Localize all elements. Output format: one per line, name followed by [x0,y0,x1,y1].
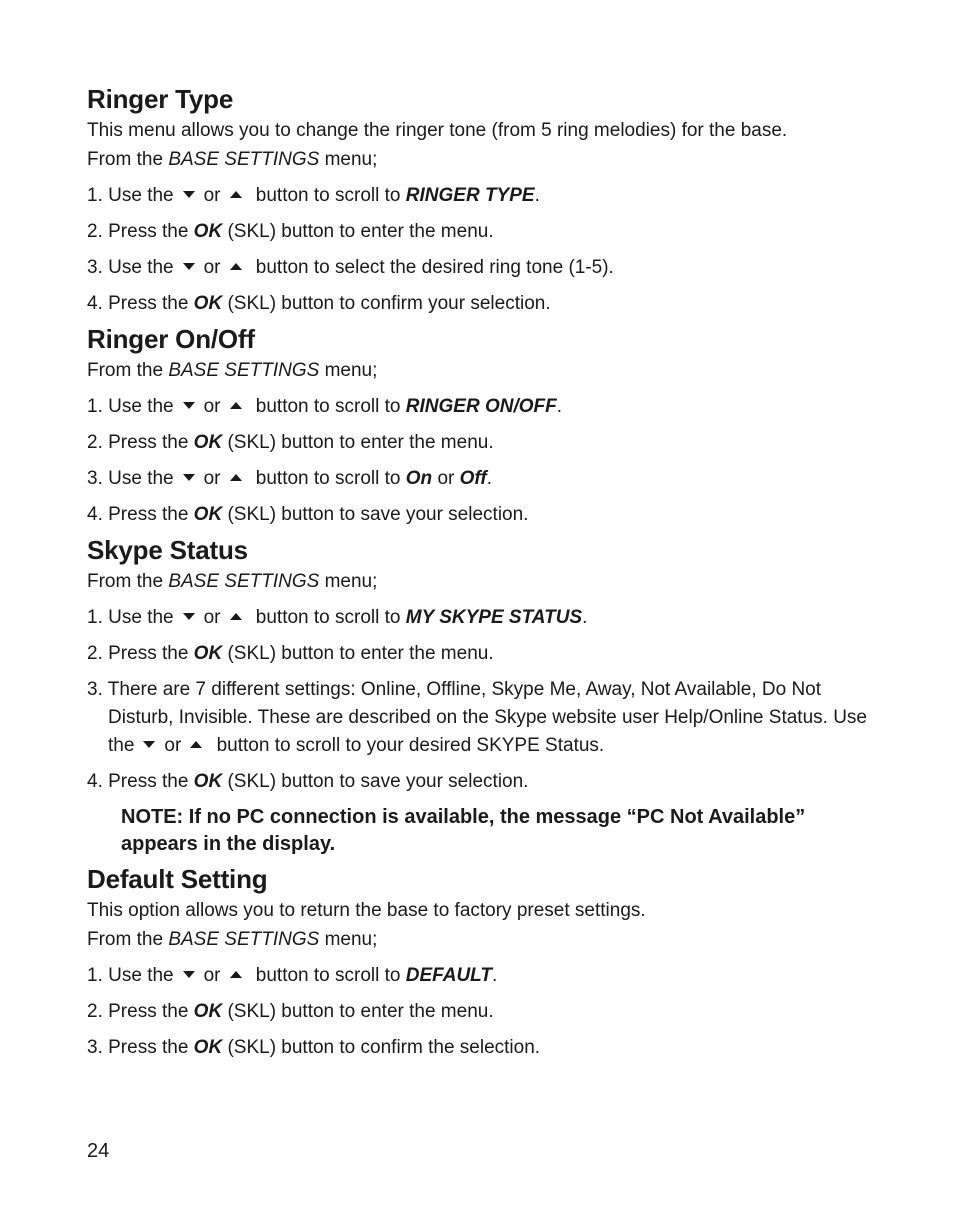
step-1: 1. Use the or button to scroll to DEFAULT. [87,965,498,986]
section-ringer-type [87,83,867,318]
step-4: 4. Press the OK (SKL) button to save your selection. [87,771,529,792]
section-intro: This menu allows you to change the ringer tone (from 5 ring melodies) for the base. From the BASE SETTINGS menu; [87,120,788,170]
up-arrow-icon [230,402,242,409]
step-4: 4. Press the OK (SKL) button to confirm your selection. [87,293,551,314]
note: NOTE: If no PC connection is available, the message “PC Not Available” appears in the display. [121,806,806,855]
page-number: 24 [87,1140,110,1162]
step-1: 1. Use the or button to scroll to RINGER TYPE. [87,185,540,206]
step-3: 3. Press the OK (SKL) button to confirm the selection. [87,1037,541,1058]
down-arrow-icon [183,613,195,620]
section-ringer-on-off [87,323,867,529]
down-arrow-icon [183,402,195,409]
section-title: Ringer Type [87,84,234,114]
section-skype-status [87,534,867,858]
step-3: 3. Use the or button to scroll to On or Off. [87,468,493,489]
down-arrow-icon [183,474,195,481]
step-1: 1. Use the or button to scroll to RINGER ON/OFF. [87,396,563,417]
section-intro: From the BASE SETTINGS menu; [87,360,378,381]
step-2: 2. Press the OK (SKL) button to enter the menu. [87,643,494,664]
up-arrow-icon [190,741,202,748]
section-intro: From the BASE SETTINGS menu; [87,571,378,592]
down-arrow-icon [183,263,195,270]
step-3: 3. There are 7 different settings: Online, Offline, Skype Me, Away, Not Available, Do Not Disturb, Invisible. These are described on the Skype website user Help/Online Status. Use the or button to scroll to your desired SKYPE Status. [87,679,867,756]
step-4: 4. Press the OK (SKL) button to save your selection. [87,504,529,525]
up-arrow-icon [230,191,242,198]
up-arrow-icon [230,474,242,481]
step-1: 1. Use the or button to scroll to MY SKYPE STATUS. [87,607,588,628]
section-title: Default Setting [87,864,268,894]
step-3: 3. Use the or button to select the desired ring tone (1-5). [87,257,614,278]
down-arrow-icon [143,741,155,748]
down-arrow-icon [183,191,195,198]
section-intro: This option allows you to return the base to factory preset settings. From the BASE SETTINGS menu; [87,900,646,950]
step-2: 2. Press the OK (SKL) button to enter the menu. [87,221,494,242]
up-arrow-icon [230,263,242,270]
section-title: Ringer On/Off [87,324,255,354]
up-arrow-icon [230,613,242,620]
section-title: Skype Status [87,535,248,565]
section-default-setting [87,863,867,1062]
manual-page [87,83,867,1062]
down-arrow-icon [183,971,195,978]
step-2: 2. Press the OK (SKL) button to enter the menu. [87,432,494,453]
up-arrow-icon [230,971,242,978]
step-2: 2. Press the OK (SKL) button to enter the menu. [87,1001,494,1022]
